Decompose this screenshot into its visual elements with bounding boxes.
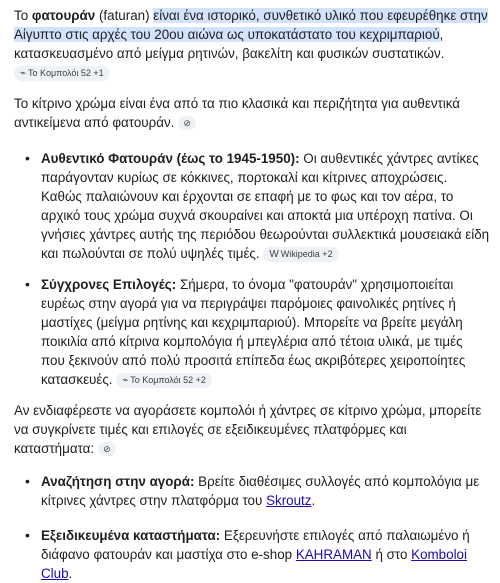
list-item-end: .	[68, 566, 73, 581]
list-item	[14, 275, 490, 389]
source-icon: W	[269, 249, 279, 260]
list-item-title: Εξειδικευμένα καταστήματα:	[41, 528, 221, 543]
list-item-title: Αναζήτηση στην αγορά:	[41, 474, 195, 489]
source-chip-label: Το Κομπολόι 52 +1	[28, 68, 104, 78]
bullet-icon: •	[25, 150, 30, 166]
buy-paragraph-text: Αν ενδιαφέρεστε να αγοράσετε κομπολόι ή χάντρες σε κίτρινο χρώμα, μπορείτε να συγκρίνετε τιμές και επιλογές σε εξειδικευμένες πλατφόρμες και καταστήματα:	[14, 403, 482, 456]
list-item-text: Εξερευνήστε επιλογές από παλαιωμένο ή διάφανο φατουράν και μαστίχα στο e-shop	[41, 528, 470, 562]
source-icon: ⌁	[122, 375, 129, 386]
source-chip-wikipedia[interactable]	[263, 247, 338, 262]
history-list	[14, 149, 490, 389]
color-paragraph	[14, 94, 490, 132]
list-item-middle: ή στο	[371, 547, 412, 562]
list-item	[14, 472, 490, 510]
list-item-text: Βρείτε διαθέσιμες συλλογές από κομπολόγια με κίτρινες χάντρες στην πλατφόρμα του	[41, 474, 480, 508]
intro-paragraph	[14, 0, 490, 82]
source-chip-label: Το Κομπολόι 52 +2	[130, 375, 206, 385]
intro-term: φατουράν	[31, 8, 96, 23]
kahraman-link[interactable]: KAHRAMAN	[295, 547, 372, 562]
color-paragraph-text: Το κίτρινο χρώμα είναι ένα από τα πιο κλασικά και περιζήτητα για αυθεντικά αντικείμενα από φατουράν.	[14, 96, 461, 130]
list-item-text: Οι αυθεντικές χάντρες αντίκες παράγονταν κυρίως σε κόκκινες, πορτοκαλί και κίτρινες αποχρώσεις. Καθώς παλαιώνουν και έρχονται σε επαφή με το φως και τον αέρα, το αρχικό τους χρώμα συχνά σκουραίνει και αποκτά μια υπέροχη πατίνα. Οι γνήσιες χάντρες αυτής της περιόδου θεωρούνται συλλεκτικά μουσειακά είδη και πωλούνται σε πολύ υψηλές τιμές.	[41, 151, 490, 261]
list-item	[14, 526, 490, 583]
shop-list	[14, 472, 490, 583]
skroutz-link[interactable]: Skroutz	[266, 493, 312, 508]
intro-prefix: Το	[14, 8, 32, 23]
bullet-icon: •	[25, 473, 30, 489]
bullet-icon: •	[25, 527, 30, 543]
intro-translit: (faturan)	[95, 8, 154, 23]
link-icon[interactable]: ⊘	[178, 116, 196, 130]
list-item-text: Σήμερα, το όνομα "φατουράν" χρησιμοποιείται ευρέως στην αγορά για να περιγράψει παρόμοιες φαινολικές ρητίνες ή μαστίχες (μείγμα ρητίνης και κεχριμπαριού). Μπορείτε να βρείτε μεγάλη ποικιλία από κίτρινα κομπολόγια ή μπεγλέρια από τέτοια υλικά, με τιμές που ξεκινούν από πολύ προσιτά επίπεδα έως ακριβότερες χειροποίητες κατασκευές.	[41, 277, 466, 387]
source-chip-komboloi[interactable]	[116, 373, 212, 388]
link-icon[interactable]: ⊘	[98, 442, 116, 456]
list-item-end: .	[311, 493, 316, 508]
intro-highlighted-text: είναι ένα ιστορικό, συνθετικό υλικό που εφευρέθηκε στην Αίγυπτο στις αρχές του 20ου αιώνα ως υποκατάστατο του κεχριμπαριού	[14, 8, 488, 42]
buy-paragraph	[14, 401, 490, 458]
list-item-title: Σύγχρονες Επιλογές:	[41, 277, 177, 292]
source-chip-intro[interactable]	[14, 66, 110, 81]
list-item	[14, 149, 490, 263]
source-icon: ⌁	[20, 68, 27, 79]
source-chip-label: Wikipedia +2	[280, 249, 333, 259]
list-item-title: Αυθεντικό Φατουράν (έως το 1945-1950):	[41, 151, 300, 166]
komboloi-club-link[interactable]: Komboloi Club	[41, 547, 467, 581]
bullet-icon: •	[25, 276, 30, 292]
intro-rest: , κατασκευασμένο από μείγμα ρητινών, βακελίτη και φυσικών συστατικών.	[14, 27, 445, 61]
